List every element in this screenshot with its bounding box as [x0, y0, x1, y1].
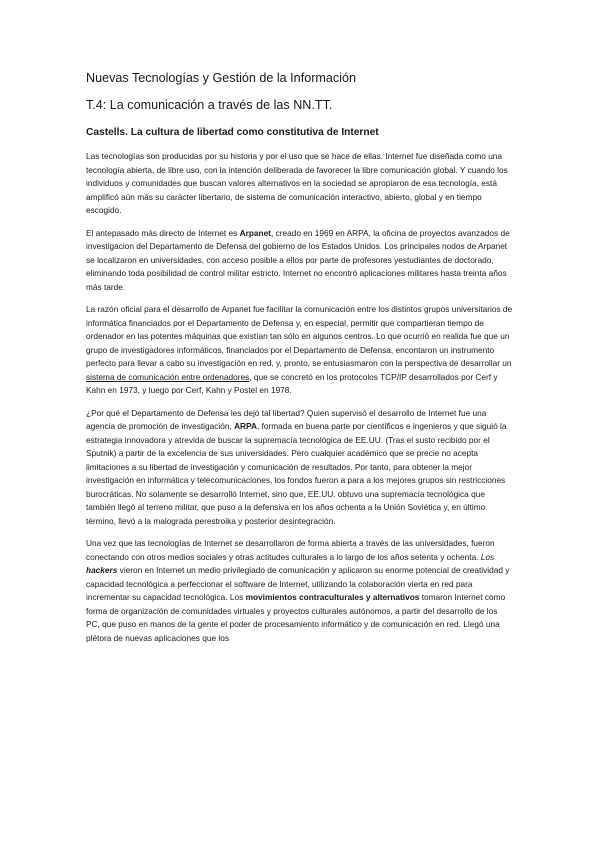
document-title: Nuevas Tecnologías y Gestión de la Información — [86, 71, 356, 85]
paragraph-1: Las tecnologías son producidas por su historia y por el uso que se hace de ellas. Internet fue diseñada como una tecnología abierta, de libre uso, con la intención deliberada de favorecer la libre comunicación global. Y cuando los individuos y comunidades que buscan valores alternativos en la sociedad se apropiaron de esa tecnología, está amplificó aún más su carácter libertario, de sistema de comunicación interactivo, abierto, global y en tiempo escogido. — [86, 151, 508, 215]
paragraph-5-text-d: vieron en Internet un medio privilegiado de comunicación y aplicaron su enorme potencial de creatividad y capacidad tecnológica a perfeccionar el software de Internet, utilizando la colaboración vierta en red para incrementar su capacidad tecnológica. Los — [86, 565, 510, 602]
section-heading: Castells. La cultura de libertad como constitutiva de Internet — [86, 127, 379, 138]
paragraph-5-text-f: tomaron Internet como forma de organización de comunidades virtuales y proyectos culturales autónomos, a partir del desarrollo de los PC, que puso en manos de la gente el poder de procesamiento informático y de comunicación en red. Llegó una plétora de nuevas aplicaciones que los — [86, 592, 506, 643]
paragraph-3 — [86, 303, 513, 398]
paragraph-5 — [86, 537, 513, 645]
arpanet-term: Arpanet — [239, 227, 271, 238]
paragraph-2-text-a: El antepasado más directo de Internet es — [86, 227, 240, 238]
movements-term: movimientos contraculturales y alternativos — [245, 592, 420, 602]
paragraph-4-text-c: , formada en buena parte por científicos e ingenieros y que siguió la estrategia innovadora y atrevida de buscar la supremacía tecnológica de EE.UU. (Tras el susto recibido por el Sputnik) a partir de la excelencia de sus universidades. Pero cualquier académico que se precie no acepta limitaciones a su libertad de investigación y comunicación de resultados. Por tanto, para obtener la mejor investigación en informática y telecomunicaciones, los fondos fueron a para a los mejores grupos sin restricciones burocráticas. No solamente se desarrolló Internet, sino que, EE.UU. obtuvo una supremacía tecnológica que también llegó al terreno militar, que puso a la defensiva en los años ochenta a la Unión Soviética y, en último término, llevó a la malograda perestroika y posterior desintegración. — [86, 421, 507, 526]
hackers-term: hackers — [86, 565, 118, 575]
paragraph-4 — [86, 407, 513, 529]
paragraph-2-text-c: , creado en 1969 en ARPA, la oficina de proyectos avanzados de investigacion del Departamento de Defensa del gobierno de los Estados Unidos. Los principales nodos de Arpanet se localizaron en universidades, con acceso posible a ellos por parte de profesores yestudiantes de doctorado, eliminando toda posibilidad de control militar estricto. Internet no encontró aplicaciones militares hasta treinta años más tarde. — [86, 227, 510, 292]
paragraph-5-text-b: Los — [480, 551, 495, 562]
underlined-phrase: sistema de comunicación entre ordenadores — [86, 371, 250, 382]
document-subtitle: T.4: La comunicación a través de las NN.TT. — [86, 98, 333, 112]
paragraph-3-text-c: , que se concretó en los protocolos TCP/IP desarrollados por Cerf y Kahn en 1973, y luego por Cerf, Kahn y Postel en 1978. — [86, 371, 498, 395]
arpa-term: ARPA — [234, 421, 257, 431]
paragraph-2 — [86, 227, 513, 295]
paragraph-5-text-a: Una vez que las tecnologías de Internet se desarrollaron de forma abierta a través de las universidades, fueron conectando con otros medios sociales y otras actitudes culturales a lo largo de los años setenta y ochenta. — [86, 538, 495, 562]
paragraph-3-text-a: La razón oficial para el desarrollo de Arpanet fue facilitar la comunicación entre los distintos grupos universitarios de informática financiados por el Departamento de Defensa y, en especial, permitir que compartieran tiempo de ordenador en las potentes máquinas que existían tan sólo en algunos centros. Lo que ocurrió en realida fue que un grupo de investigadores informáticos, financiados por el Departamento de Defensa, encontaron un instrumento perfecto para llevar a cabo su investigación en red, y, pronto, se entusiasmaron con la perspectiva de desarrollar un — [86, 304, 513, 368]
paragraph-4-text-a: ¿Por qué el Departamento de Defensa les dejó tal libertad? Quien supervisó el desarrollo de Internet fue una agencia de promoción de investigación, — [86, 407, 487, 431]
